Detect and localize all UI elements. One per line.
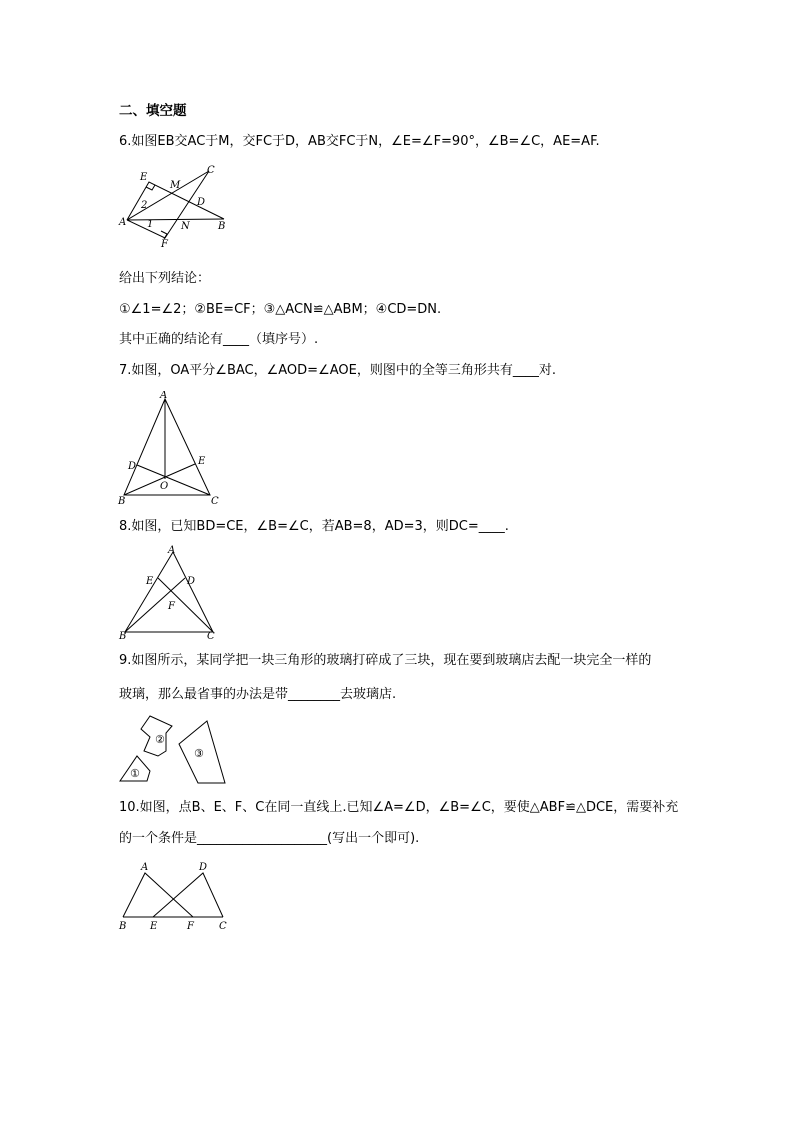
label-f: F — [187, 921, 194, 932]
question-6-conclusions: ①∠1=∠2；②BE=CF；③△ACN≌△ABM；④CD=DN. — [119, 302, 442, 317]
label-b: B — [119, 631, 127, 642]
label-b: B — [118, 496, 126, 507]
label-piece-2: ② — [155, 733, 165, 746]
label-c: C — [211, 496, 219, 507]
label-b: B — [119, 921, 127, 932]
line-d-b — [125, 578, 185, 632]
label-o: O — [160, 481, 169, 492]
question-10-figure — [115, 857, 235, 935]
label-e: E — [150, 921, 158, 932]
label-c: C — [219, 921, 227, 932]
question-10-line-2: 的一个条件是____________________(写出一个即可). — [119, 831, 420, 846]
label-a: A — [119, 217, 127, 228]
question-9-line-2: 玻璃，那么最省事的办法是带________去玻璃店. — [119, 687, 397, 702]
question-8-stem: 8.如图，已知BD=CE，∠B=∠C，若AB=8，AD=3，则DC=____. — [119, 519, 509, 534]
label-a: A — [141, 862, 149, 873]
question-9-figure — [115, 713, 230, 785]
label-c: C — [207, 165, 215, 176]
line-d-c — [137, 465, 210, 495]
triangle-d-e-c — [153, 873, 223, 917]
section-title: 二、填空题 — [119, 103, 187, 119]
label-d: D — [187, 576, 196, 587]
question-6-stem: 6.如图EB交AC于M，交FC于D，AB交FC于N，∠E=∠F=90°，∠B=∠C，AE=AF. — [119, 134, 600, 149]
label-e: E — [140, 172, 148, 183]
label-piece-1: ① — [130, 767, 140, 780]
question-6-intro: 给出下列结论： — [119, 271, 211, 286]
question-10-line-1: 10.如图，点B、E、F、C在同一直线上.已知∠A=∠D，∠B=∠C，要使△ABF≌△DCE，需要补充 — [119, 800, 679, 815]
label-f: F — [161, 239, 168, 247]
label-c: C — [207, 631, 215, 642]
question-7-figure — [115, 391, 225, 509]
question-7-stem: 7.如图，OA平分∠BAC，∠AOD=∠AOE，则图中的全等三角形共有____对. — [119, 363, 556, 378]
label-d: D — [128, 461, 137, 472]
label-n: N — [181, 221, 190, 232]
triangle-a-b-f — [123, 873, 193, 917]
label-m: M — [170, 180, 181, 191]
label-e: E — [198, 456, 206, 467]
question-8-figure — [115, 544, 225, 642]
line-a-b — [127, 219, 224, 220]
question-6-ask: 其中正确的结论有____（填序号）. — [119, 332, 319, 347]
label-f: F — [168, 601, 175, 612]
label-piece-3: ③ — [194, 747, 204, 760]
line-e-c — [158, 578, 213, 632]
label-d: D — [199, 862, 208, 873]
question-9-line-1: 9.如图所示，某同学把一块三角形的玻璃打碎成了三块，现在要到玻璃店去配一块完全一样的 — [119, 653, 652, 668]
label-a: A — [160, 391, 168, 401]
label-2: 2 — [141, 200, 148, 211]
label-a: A — [168, 545, 176, 556]
question-6-figure — [117, 163, 232, 247]
label-b: B — [218, 221, 226, 232]
label-e: E — [146, 576, 154, 587]
label-d: D — [197, 197, 206, 208]
label-1: 1 — [147, 219, 154, 230]
